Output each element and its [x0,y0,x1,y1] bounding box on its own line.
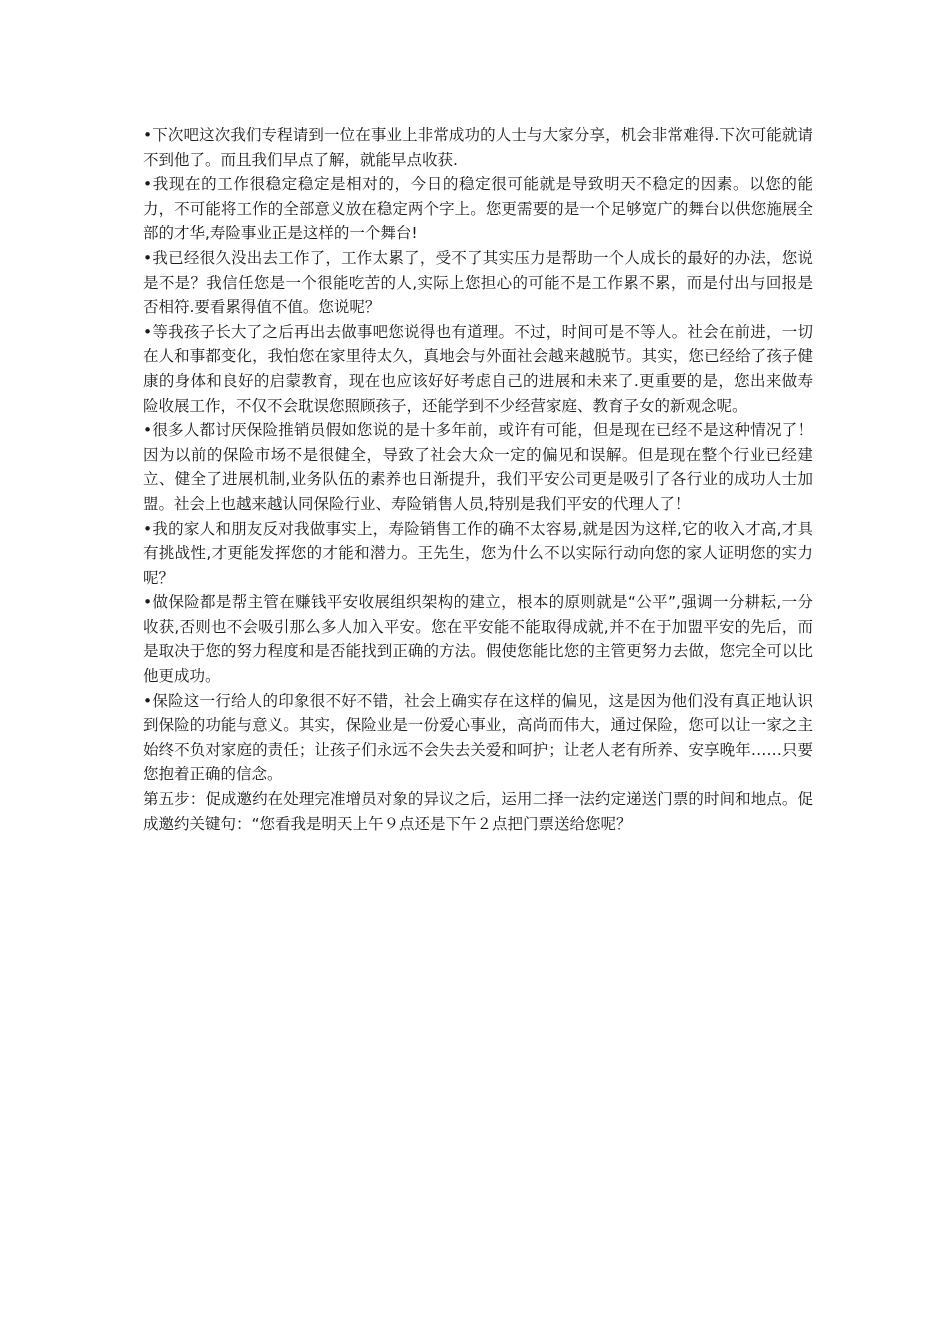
paragraph: •我的家人和朋友反对我做事实上，寿险销售工作的确不太容易,就是因为这样,它的收入才高,才具有挑战性,才更能发挥您的才能和潜力。王先生，您为什么不以实际行动向您的家人证明您的实力呢？ [143,519,813,587]
paragraph: •等我孩子长大了之后再出去做事吧您说得也有道理。不过，时间可是不等人。社会在前进，一切在人和事都变化，我怕您在家里待太久，真地会与外面社会越来越脱节。其实，您已经给了孩子健康的身体和良好的启蒙教育，现在也应该好好考虑自己的进展和未来了.更重要的是，您出来做寿险收展工作，不仅不会耽误您照顾孩子，还能学到不少经营家庭、教育子女的新观念呢。 [143,322,813,415]
paragraph: •保险这一行给人的印象很不好不错，社会上确实存在这样的偏见，这是因为他们没有真正地认识到保险的功能与意义。其实，保险业是一份爱心事业，高尚而伟大，通过保险，您可以让一家之主始终不负对家庭的责任；让孩子们永远不会失去关爱和呵护；让老人老有所养、安享晚年……只要您抱着正确的信念。 [143,691,813,784]
paragraph: •我现在的工作很稳定稳定是相对的，今日的稳定很可能就是导致明天不稳定的因素。以您的能力，不可能将工作的全部意义放在稳定两个字上。您更需要的是一个足够宽广的舞台以供您施展全部的才华,寿险事业正是这样的一个舞台! [143,175,813,243]
paragraph: •很多人都讨厌保险推销员假如您说的是十多年前，或许有可能，但是现在已经不是这种情况了！因为以前的保险市场不是很健全，导致了社会大众一定的偏见和误解。但是现在整个行业已经建立、健全了进展机制,业务队伍的素养也日渐提升，我们平安公司更是吸引了各行业的成功人士加盟。社会上也越来越认同保险行业、寿险销售人员,特别是我们平安的代理人了！ [143,421,813,513]
paragraph: •做保险都是帮主管在赚钱平安收展组织架构的建立，根本的原则就是“公平”,强调一分耕耘,一分收获,否则也不会吸引那么多人加入平安。您在平安能不能取得成就,并不在于加盟平安的先后，而是取决于您的努力程度和是否能找到正确的方法。假使您能比您的主管更努力去做，您完全可以比他更成功。 [143,593,813,686]
paragraph: •下次吧这次我们专程请到一位在事业上非常成功的人士与大家分享，机会非常难得.下次可能就请不到他了。而且我们早点了解，就能早点收获. [143,126,813,169]
document-body [143,123,813,836]
paragraph: •我已经很久没出去工作了，工作太累了，受不了其实压力是帮助一个人成长的最好的办法，您说是不是？我信任您是一个很能吃苦的人,实际上您担心的可能不是工作累不累，而是付出与回报是否相符.要看累得值不值。您说呢？ [143,248,813,317]
paragraph: 第五步：促成邀约在处理完准增员对象的异议之后，运用二择一法约定递送门票的时间和地点。促成邀约关键句：“您看我是明天上午９点还是下午２点把门票送给您呢？ [143,790,813,833]
